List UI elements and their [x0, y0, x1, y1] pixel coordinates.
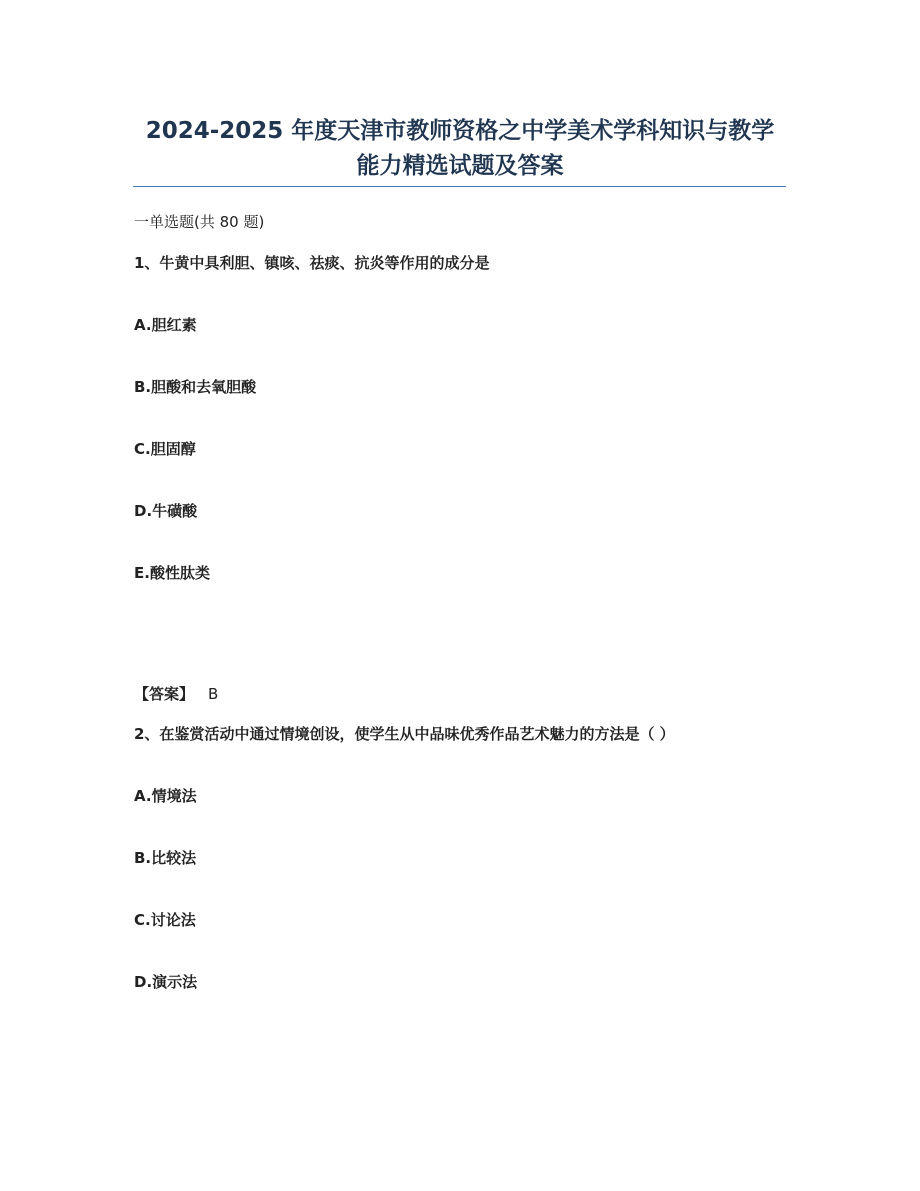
question-2-option-c: C.讨论法 — [134, 911, 196, 929]
question-1-option-d: D.牛磺酸 — [134, 502, 198, 520]
question-2-option-d: D.演示法 — [134, 973, 198, 991]
question-1-option-e: E.酸性肽类 — [134, 564, 210, 582]
question-1-option-b: B.胆酸和去氧胆酸 — [134, 378, 257, 396]
question-2-option-a: A.情境法 — [134, 787, 197, 805]
document-title-line-1: 2024-2025 年度天津市教师资格之中学美术学科知识与教学 — [145, 118, 775, 144]
section-label: 一单选题(共 80 题) — [134, 213, 265, 231]
document-title-line-2: 能力精选试题及答案 — [356, 153, 564, 179]
question-1-option-c: C.胆固醇 — [134, 440, 196, 458]
answer-label: 【答案】 — [134, 685, 195, 703]
question-2-text: 2、在鉴赏活动中通过情境创设，使学生从中品味优秀作品艺术魅力的方法是（ ） — [134, 725, 675, 743]
question-1-text: 1、牛黄中具利胆、镇咳、祛痰、抗炎等作用的成分是 — [134, 254, 490, 272]
question-1-option-a: A.胆红素 — [134, 316, 197, 334]
title-divider — [133, 186, 786, 187]
question-2-option-b: B.比较法 — [134, 849, 197, 867]
question-1-answer — [134, 684, 218, 704]
answer-value: B — [208, 685, 219, 703]
